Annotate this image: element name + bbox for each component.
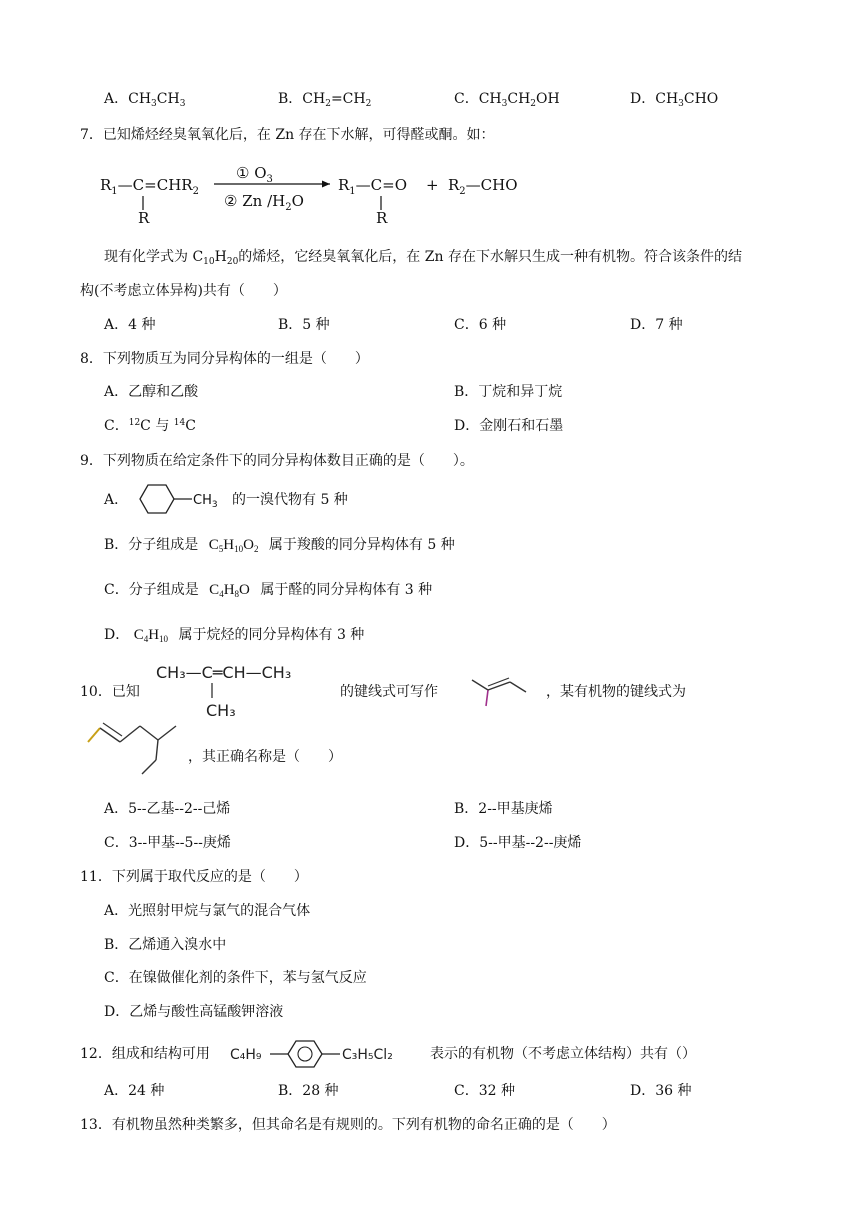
q9-option-d: D． $C_4H_{10}$ 属于烷烃的同分异构体有 3 种 [104,627,365,644]
q9-option-b: B．分子组成是 $C_5H_{10}O_2$ 属于羧酸的同分异构体有 5 种 [104,537,455,554]
q8-option-b: B．丁烷和异丁烷 [454,384,563,400]
q10-line2: ，其正确名称是（ ） [188,749,342,765]
q7-option-b: B．5 种 [278,317,330,333]
svg-text:R: R [376,209,388,227]
q12-structure [228,1036,414,1072]
q11-option-d: D．乙烯与酸性高锰酸钾溶液 [104,1004,284,1020]
q7-body-line2: 构(不考虑立体异构)共有（ ） [80,283,287,299]
q9-option-a-letter: A． [104,492,129,508]
svg-text:R1—C=O: $R_1—C=O$ [338,176,408,197]
q10-option-b: B．2--甲基庚烯 [454,801,553,817]
svg-text:① O3: ① $O_3$ [236,164,273,185]
methylcyclohexane-structure [130,480,226,518]
q9-option-c: C．分子组成是 $C_4H_8O$ 属于醛的同分异构体有 3 种 [104,582,433,599]
q6-option-c: C．$CH_3CH_2OH$ [454,91,560,109]
svg-text:R1—C=CHR2: $R_1—C=CHR_2$ [100,176,199,197]
q13-stem: 13．有机物虽然种类繁多，但其命名是有规则的。下列有机物的命名正确的是（ ） [80,1117,616,1133]
svg-text:C₃H₅Cl₂: C₃H₅Cl₂ [342,1047,393,1063]
q7-option-d: D．7 种 [630,317,683,333]
q10-prefix: 10．已知 [80,684,140,700]
svg-text:C₄H₉: C₄H₉ [230,1047,262,1063]
q6-option-d: D．$CH_3CHO$ [630,91,719,109]
q10-skeletal-formula-question [84,698,184,778]
q12-option-a: A．24 种 [104,1083,165,1099]
q12-option-d: D．36 种 [630,1083,692,1099]
svg-text:② Zn /H2O: ② Zn $/H_2O$ [224,192,304,213]
q11-option-c: C．在镍做催化剂的条件下，苯与氢气反应 [104,970,367,986]
q12-option-c: C．32 种 [454,1083,515,1099]
q6-option-a: A．$CH_3CH_3$ [104,91,186,109]
q9-stem: 9．下列物质在给定条件下的同分异构体数目正确的是（ ）。 [80,453,474,469]
q7-option-c: C．6 种 [454,317,507,333]
svg-text:CH3: $CH_3$ [193,493,218,510]
q10-option-d: D．5--甲基--2--庚烯 [454,835,582,851]
q10-mid-text: 的键线式可写作 [340,684,438,700]
q7-option-a: A．4 种 [104,317,156,333]
q10-option-c: C．3--甲基--5--庚烯 [104,835,231,851]
svg-text:R2—CHO: $R_2—CHO$ [448,176,518,197]
svg-text:CH₃: CH₃ [206,701,236,720]
svg-text:+: + [426,176,439,194]
svg-text:CH₃—C═CH—CH₃: CH₃—C═CH—CH₃ [156,663,292,682]
svg-text:R: R [138,209,150,227]
q11-option-b: B．乙烯通入溴水中 [104,937,227,953]
q12-option-b: B．28 种 [278,1083,339,1099]
q12-prefix: 12．组成和结构可用 [80,1046,210,1062]
q8-option-d: D．金刚石和石墨 [454,418,564,434]
q7-reaction-scheme [96,160,536,230]
q7-stem: 7．已知烯烃经臭氧氧化后，在 Zn 存在下水解，可得醛或酮。如： [80,127,495,143]
q12-post: 表示的有机物（不考虑立体结构）共有（） [430,1046,696,1062]
q11-option-a: A．光照射甲烷与氯气的混合气体 [104,903,311,919]
q6-option-b: B．$CH_2=CH_2$ [278,91,372,109]
q8-option-a: A．乙醇和乙酸 [104,384,199,400]
q8-option-c: C．$^{12}$C 与 $^{14}$C [104,418,196,434]
q9-option-a-text: 的一溴代物有 5 种 [232,492,348,508]
q7-body-line1: 现有化学式为 $C_{10}H_{20}$的烯烃，它经臭氧氧化后，在 Zn 存在下水解只生成一种有机物。符合该条件的结 [104,249,742,267]
q8-stem: 8．下列物质互为同分异构体的一组是（ ） [80,351,369,367]
q11-stem: 11．下列属于取代反应的是（ ） [80,869,308,885]
q10-post-text: ，某有机物的键线式为 [546,684,686,700]
q10-skeletal-formula-example [466,668,532,710]
q10-option-a: A．5--乙基--2--己烯 [104,801,231,817]
